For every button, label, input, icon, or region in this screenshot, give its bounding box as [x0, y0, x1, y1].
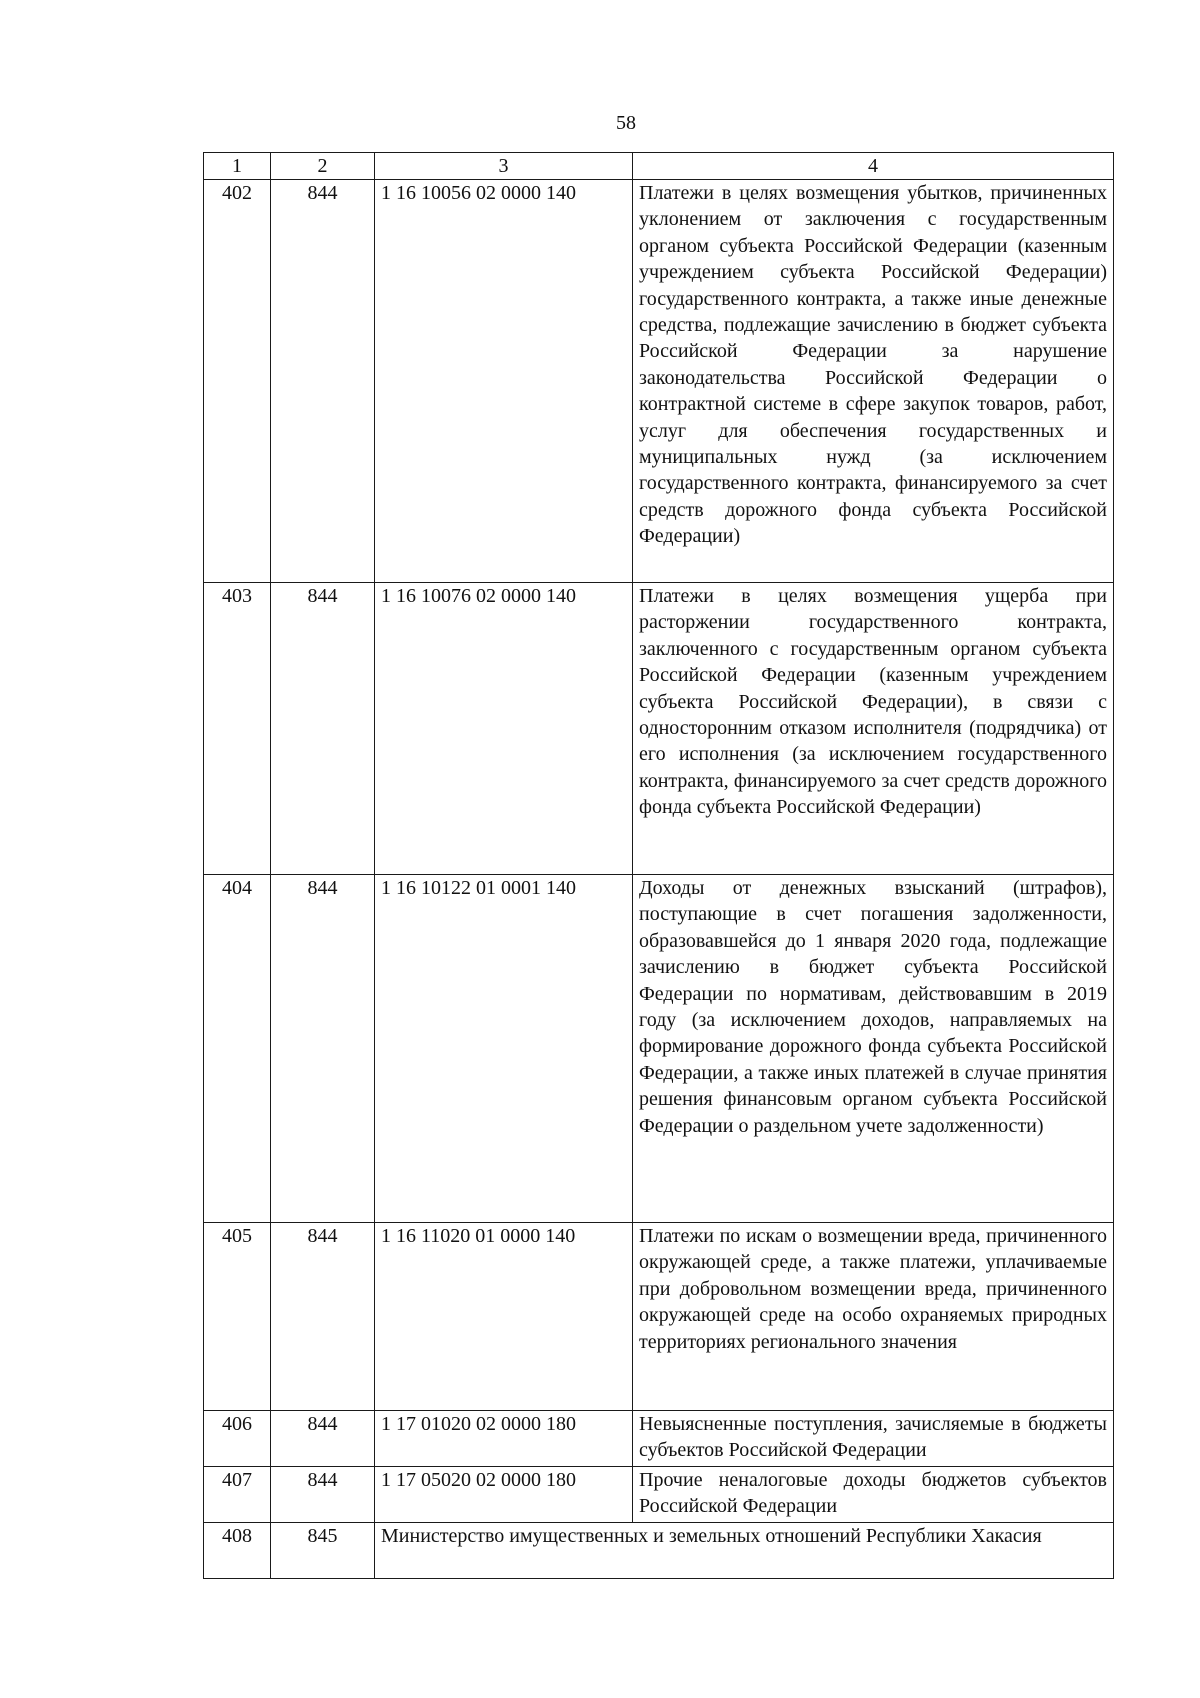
table-header-row — [204, 153, 1114, 180]
budget-classification-code: 1 16 10076 02 0000 140 — [375, 583, 633, 875]
column-header-3: 3 — [375, 153, 633, 180]
administrator-code: 845 — [271, 1523, 375, 1579]
administrator-name: Министерство имущественных и земельных отношений Республики Хакасия — [375, 1523, 1114, 1579]
budget-classification-code: 1 16 10056 02 0000 140 — [375, 180, 633, 583]
row-number: 408 — [204, 1523, 271, 1579]
column-header-1: 1 — [204, 153, 271, 180]
administrator-code: 844 — [271, 1223, 375, 1411]
table-row — [204, 1467, 1114, 1523]
budget-revenue-table — [203, 152, 1114, 1579]
administrator-code: 844 — [271, 180, 375, 583]
row-number: 406 — [204, 1411, 271, 1467]
table-row — [204, 583, 1114, 875]
row-number: 404 — [204, 875, 271, 1223]
administrator-code: 844 — [271, 875, 375, 1223]
table-row — [204, 180, 1114, 583]
revenue-description: Невыясненные поступления, зачисляемые в бюджеты субъектов Российской Федерации — [633, 1411, 1114, 1467]
row-number: 402 — [204, 180, 271, 583]
revenue-description: Прочие неналоговые доходы бюджетов субъектов Российской Федерации — [633, 1467, 1114, 1523]
revenue-description: Доходы от денежных взысканий (штрафов), поступающие в счет погашения задолженности, образовавшейся до 1 января 2020 года, подлежащие зачислению в бюджет субъекта Российской Федерации по нормативам, действовавшим в 2019 году (за исключением доходов, направляемых на формирование дорожного фонда субъекта Российской Федерации, а также иных платежей в случае принятия решения финансовым органом субъекта Российской Федерации о раздельном учете задолженности) — [633, 875, 1114, 1223]
table-row-administrator — [204, 1523, 1114, 1579]
table-row — [204, 875, 1114, 1223]
revenue-description: Платежи в целях возмещения ущерба при расторжении государственного контракта, заключенного с государственным органом субъекта Российской Федерации (казенным учреждением субъекта Российской Федерации), в связи с односторонним отказом исполнителя (подрядчика) от его исполнения (за исключением государственного контракта, финансируемого за счет средств дорожного фонда субъекта Российской Федерации) — [633, 583, 1114, 875]
page-number: 58 — [616, 112, 636, 134]
budget-classification-code: 1 16 10122 01 0001 140 — [375, 875, 633, 1223]
budget-classification-code: 1 17 01020 02 0000 180 — [375, 1411, 633, 1467]
row-number: 403 — [204, 583, 271, 875]
table-row — [204, 1223, 1114, 1411]
budget-classification-code: 1 16 11020 01 0000 140 — [375, 1223, 633, 1411]
table-row — [204, 1411, 1114, 1467]
column-header-4: 4 — [633, 153, 1114, 180]
row-number: 407 — [204, 1467, 271, 1523]
administrator-code: 844 — [271, 1411, 375, 1467]
revenue-description: Платежи в целях возмещения убытков, причиненных уклонением от заключения с государственным органом субъекта Российской Федерации (казенным учреждением субъекта Российской Федерации) государственного контракта, а также иные денежные средства, подлежащие зачислению в бюджет субъекта Российской Федерации за нарушение законодательства Российской Федерации о контрактной системе в сфере закупок товаров, работ, услуг для обеспечения государственных и муниципальных нужд (за исключением государственного контракта, финансируемого за счет средств дорожного фонда субъекта Российской Федерации) — [633, 180, 1114, 583]
administrator-code: 844 — [271, 1467, 375, 1523]
row-number: 405 — [204, 1223, 271, 1411]
column-header-2: 2 — [271, 153, 375, 180]
administrator-code: 844 — [271, 583, 375, 875]
budget-classification-code: 1 17 05020 02 0000 180 — [375, 1467, 633, 1523]
revenue-description: Платежи по искам о возмещении вреда, причиненного окружающей среде, а также платежи, уплачиваемые при добровольном возмещении вреда, причиненного окружающей среде на особо охраняемых природных территориях регионального значения — [633, 1223, 1114, 1411]
